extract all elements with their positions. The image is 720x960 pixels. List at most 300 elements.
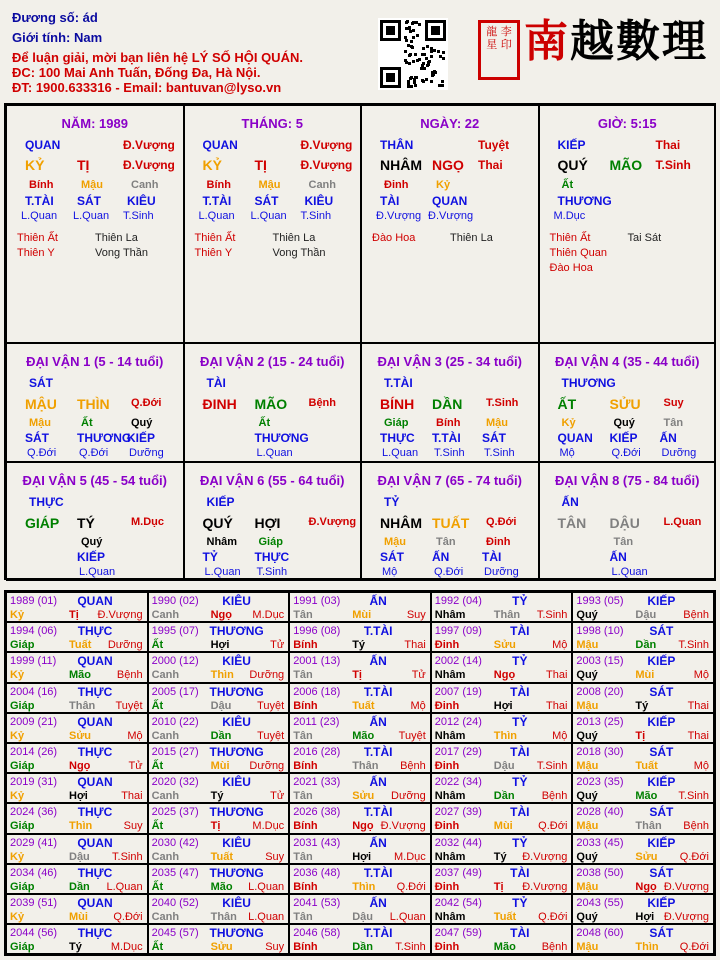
year-god: TÀI [510, 865, 530, 880]
year-cell [572, 773, 714, 803]
year-label: 2036 (48) [293, 866, 341, 879]
year-god: THỰC [77, 805, 113, 820]
year-stage: Q.Đới [538, 820, 568, 833]
year-god: QUAN [77, 775, 113, 790]
year-label: 2023 (35) [576, 776, 624, 789]
year-chi: Ngọ [352, 820, 374, 833]
year-can: Tân [293, 850, 313, 863]
header [0, 0, 720, 100]
pillar-3 [539, 105, 717, 343]
year-can: Quý [576, 669, 598, 682]
dai-van-stage: Suy [663, 397, 684, 409]
dv-hidden-god: KIẾP [77, 550, 106, 564]
year-chi: Sửu [210, 941, 233, 954]
year-label: 2029 (41) [10, 836, 58, 849]
dv-hidden-stage: L.Quan [204, 566, 241, 578]
year-chi: Mão [210, 880, 233, 893]
year-cell [572, 683, 714, 713]
year-god: KIẾP [647, 654, 676, 669]
year-god: ẤN [369, 835, 387, 850]
year-label: 1998 (10) [576, 625, 624, 638]
star-right: Thiên La [272, 232, 316, 244]
year-god: TỶ [512, 714, 528, 729]
pillar-stage: Đ.Vượng [123, 138, 175, 152]
dai-van-7 [361, 462, 539, 581]
year-can: Ất [151, 639, 164, 652]
year-god: T.TÀI [363, 684, 393, 699]
year-cell [6, 743, 148, 773]
year-stage: Tuyệt [115, 699, 143, 712]
dv-hidden-stage: T.Sinh [434, 447, 465, 459]
year-chi: Dậu [493, 760, 515, 772]
year-chi: Tý [69, 941, 82, 954]
year-stage: T.Sinh [395, 941, 426, 954]
year-chi: Tý [210, 790, 224, 803]
hidden-god: KIÊU [127, 194, 156, 208]
year-label: 1994 (06) [10, 625, 58, 638]
dai-van-1 [6, 343, 184, 462]
year-stage: Q.Đới [113, 911, 143, 923]
year-god: T.TÀI [363, 805, 393, 820]
year-label: 2034 (46) [10, 866, 58, 879]
year-stage: M.Dục [252, 820, 285, 833]
dv-hidden-stage: Q.Đới [611, 447, 641, 459]
hidden-stage: T.Sinh [300, 210, 332, 222]
year-god: TÀI [510, 624, 530, 639]
year-chi: Dần [635, 639, 657, 652]
year-stage: Suy [123, 820, 143, 833]
year-can: Mậu [576, 880, 599, 893]
star-right: Vong Thần [95, 247, 149, 259]
year-god: TỶ [512, 835, 528, 850]
year-stage: Đ.Vượng [663, 911, 709, 923]
dai-van-stage: Q.Đới [486, 516, 517, 528]
year-label: 2024 (36) [10, 806, 58, 819]
year-stage: Mộ [693, 760, 709, 772]
year-can: Ất [151, 699, 164, 712]
year-label: 2046 (58) [293, 927, 341, 940]
year-can: Quý [576, 911, 598, 923]
year-stage: Đ.Vượng [97, 609, 143, 621]
year-label: 2025 (37) [151, 806, 199, 819]
year-stage: Tuyệt [257, 729, 285, 742]
year-chi: Sửu [493, 639, 516, 652]
hidden-stem: Bính [206, 179, 231, 191]
year-label: 2021 (33) [293, 776, 341, 789]
year-cell [289, 894, 431, 924]
year-cell [572, 622, 714, 652]
year-stage: Dưỡng [249, 669, 285, 682]
year-label: 2028 (40) [576, 806, 624, 819]
dv-hidden-stem: Mậu [486, 417, 508, 429]
year-stage: Tử [411, 669, 426, 682]
dv-hidden-god: THƯƠNG [254, 431, 309, 445]
year-cell [148, 834, 290, 864]
year-label: 2022 (34) [434, 776, 482, 789]
hidden-stage: L.Quan [198, 210, 235, 222]
year-stage: Thai [404, 639, 426, 652]
hidden-stage: L.Quan [73, 210, 110, 222]
year-cell [148, 683, 290, 713]
dv-hidden-god: THƯƠNG [77, 431, 132, 445]
hidden-god: T.TÀI [202, 194, 232, 208]
dv-hidden-god: SÁT [482, 431, 506, 445]
year-label: 2039 (51) [10, 897, 58, 909]
star-left: Thiên Ất [549, 232, 591, 244]
dv-hidden-stem: Tân [663, 417, 684, 429]
year-can: Đinh [434, 760, 460, 772]
pillar-can: QUÝ [557, 157, 588, 173]
year-can: Kỷ [10, 609, 25, 621]
year-stage: M.Dục [110, 941, 143, 954]
year-cell [289, 683, 431, 713]
hidden-stem: Ất [561, 179, 574, 191]
year-chi: Hợi [493, 699, 513, 712]
year-cell [431, 894, 573, 924]
year-label: 2042 (54) [434, 897, 482, 909]
year-chi: Dậu [635, 609, 657, 621]
year-cell [148, 864, 290, 894]
dv-hidden-stage: T.Sinh [256, 566, 288, 578]
dv-hidden-stage: T.Sinh [484, 447, 515, 459]
dai-van-god: T.TÀI [384, 376, 413, 390]
year-god: THƯƠNG [209, 745, 264, 759]
year-can: Giáp [10, 639, 35, 652]
year-can: Mậu [576, 941, 599, 954]
year-chi: Tý [352, 639, 366, 652]
year-cell [148, 924, 290, 954]
year-cell [572, 743, 714, 773]
year-can: Đinh [434, 880, 460, 893]
year-chi: Mão [69, 669, 91, 682]
year-can: Kỷ [10, 850, 25, 863]
year-stage: L.Quan [248, 911, 285, 923]
year-stage: L.Quan [389, 911, 426, 923]
year-chi: Tị [210, 820, 221, 833]
hidden-stage: M.Dục [553, 210, 586, 222]
dai-van-8 [539, 462, 717, 581]
year-god: THỰC [77, 926, 113, 941]
dv-hidden-stem: Đinh [486, 536, 511, 548]
year-label: 1990 (02) [151, 595, 199, 607]
year-cell [431, 592, 573, 622]
dv-hidden-god: TỶ [202, 550, 218, 564]
year-chi: Sửu [352, 790, 375, 803]
year-label: 2008 (20) [576, 685, 624, 698]
dai-van-god: ẤN [561, 495, 579, 509]
year-cell [6, 592, 148, 622]
year-chi: Tị [635, 729, 646, 742]
year-label: 1989 (01) [10, 595, 58, 607]
year-god: SÁT [649, 745, 674, 759]
dai-van-stage: M.Dục [131, 516, 164, 528]
dai-van-stage: L.Quan [663, 516, 702, 528]
year-label: 2019 (31) [10, 776, 58, 789]
year-label: 2020 (32) [151, 776, 199, 789]
dai-van-6 [184, 462, 362, 581]
year-chi: Hợi [352, 850, 372, 863]
year-label: 2004 (16) [10, 685, 58, 698]
year-stage: Suy [406, 609, 426, 621]
year-chi: Dần [493, 790, 515, 803]
hidden-stem: Kỷ [436, 179, 451, 191]
dv-hidden-stem: Quý [613, 417, 635, 429]
year-cell [572, 713, 714, 743]
year-god: QUAN [77, 654, 113, 669]
dv-hidden-stem: Giáp [384, 417, 409, 429]
pillar-title: THÁNG: 5 [241, 116, 303, 131]
year-cell [289, 864, 431, 894]
dv-hidden-stage: Q.Đới [79, 447, 109, 459]
year-label: 1996 (08) [293, 625, 341, 638]
year-chi: Sửu [69, 729, 92, 742]
year-god: THỰC [77, 865, 113, 880]
dv-hidden-stem: Kỷ [561, 417, 576, 429]
year-cell [6, 683, 148, 713]
year-god: KIẾP [647, 896, 676, 910]
year-god: KIÊU [222, 775, 251, 790]
qr-code-icon[interactable] [378, 18, 448, 90]
year-god: QUAN [77, 594, 113, 608]
year-god: THƯƠNG [209, 865, 264, 880]
year-label: 2031 (43) [293, 836, 341, 849]
year-chi: Thân [493, 609, 521, 621]
year-can: Tân [293, 729, 313, 742]
year-can: Bính [293, 760, 318, 772]
year-cell [148, 743, 290, 773]
dai-van-4 [539, 343, 717, 462]
year-can: Nhâm [434, 609, 466, 621]
pillar-god: QUAN [25, 138, 61, 152]
dai-van-title: ĐẠI VẬN 6 (55 - 64 tuổi) [200, 473, 345, 488]
year-cell [289, 592, 431, 622]
dv-hidden-stage: Mộ [559, 447, 575, 459]
year-stage: Suy [265, 941, 285, 954]
star-left: Đào Hoa [549, 262, 593, 274]
year-label: 2012 (24) [434, 715, 482, 728]
year-stage: Tuyệt [398, 729, 426, 742]
year-stage: Thai [687, 729, 709, 742]
year-god: T.TÀI [363, 926, 393, 941]
year-cell [6, 864, 148, 894]
pillar-can: KỶ [202, 157, 222, 173]
gender-label: Giới tính: [12, 30, 71, 45]
year-stage: Mộ [552, 639, 568, 652]
year-god: KIÊU [222, 835, 251, 850]
pillar-0 [6, 105, 184, 343]
year-chi: Thìn [210, 669, 234, 682]
year-can: Bính [293, 639, 318, 652]
year-cell [431, 773, 573, 803]
year-stage: T.Sinh [678, 790, 709, 803]
dv-hidden-god: ẤN [609, 550, 627, 564]
year-chi: Mùi [352, 609, 372, 621]
year-can: Đinh [434, 820, 460, 833]
seal-icon: 龍 李 星 印 [478, 20, 520, 80]
year-label: 2000 (12) [151, 655, 199, 668]
year-can: Bính [293, 941, 318, 954]
year-can: Ất [151, 941, 164, 954]
year-label: 2032 (44) [434, 836, 482, 849]
pillar-can: KỶ [25, 157, 45, 173]
year-label: 2009 (21) [10, 715, 58, 728]
year-god: TÀI [510, 684, 530, 699]
hidden-stage: Đ.Vượng [376, 210, 422, 222]
year-god: T.TÀI [363, 865, 393, 880]
hidden-god: QUAN [432, 194, 468, 208]
contact-line: Để luận giải, mời bạn liên hệ LÝ SỐ HỘI QUÁN. [12, 50, 303, 65]
dv-hidden-stem: Tân [613, 536, 634, 548]
dv-hidden-stage: Q.Đới [27, 447, 57, 459]
dai-van-chi: THÌN [77, 396, 110, 412]
year-cell [572, 834, 714, 864]
dv-hidden-god: THỰC [254, 550, 290, 564]
dv-hidden-stem: Mậu [29, 417, 51, 429]
year-chi: Dậu [210, 699, 232, 712]
year-cell [431, 864, 573, 894]
year-god: ẤN [369, 594, 387, 608]
year-god: THỰC [77, 684, 113, 699]
year-stage: Tử [270, 639, 285, 652]
year-chi: Tuất [635, 760, 658, 772]
year-stage: Bệnh [541, 941, 568, 954]
year-stage: Đ.Vượng [380, 820, 426, 833]
year-cell [148, 803, 290, 833]
dai-van-stage: Bệnh [308, 397, 336, 409]
pillar-stage: Tuyệt [478, 138, 510, 152]
year-god: ẤN [369, 714, 387, 729]
year-stage: Dưỡng [391, 790, 426, 803]
dai-van-5 [6, 462, 184, 581]
year-chi: Thân [352, 760, 379, 772]
dv-hidden-stem: Quý [131, 417, 153, 429]
year-god: TÀI [510, 745, 530, 759]
dai-van-stage: Đ.Vượng [308, 516, 357, 528]
year-can: Đinh [434, 699, 460, 712]
dv-hidden-stem: Ất [258, 417, 271, 429]
year-chi: Hợi [635, 911, 655, 923]
year-label: 2045 (57) [151, 927, 199, 940]
year-stage: Đ.Vượng [522, 880, 568, 893]
year-label: 2011 (23) [293, 715, 340, 728]
year-stage: Bệnh [683, 820, 709, 833]
year-stage: Bệnh [683, 609, 709, 621]
year-god: SÁT [649, 805, 674, 820]
address-line: ĐC: 100 Mai Anh Tuấn, Đống Đa, Hà Nội. [12, 65, 261, 80]
pillar-chi: TỊ [77, 157, 90, 173]
year-can: Tân [293, 669, 313, 682]
dai-van-chi: DẦN [432, 396, 463, 412]
year-chi: Dần [352, 941, 373, 954]
year-can: Tân [293, 790, 313, 803]
chart-grid [4, 103, 716, 580]
dai-van-can: ẤT [557, 396, 577, 412]
dv-hidden-stage: L.Quan [256, 447, 293, 459]
dai-van-chi: DẬU [609, 515, 640, 531]
year-cell [6, 803, 148, 833]
year-god: SÁT [649, 926, 674, 941]
dai-van-can: QUÝ [202, 515, 233, 531]
dai-van-stage: T.Sinh [486, 397, 519, 409]
year-cell [572, 803, 714, 833]
year-god: T.TÀI [363, 745, 393, 759]
year-can: Canh [151, 790, 180, 803]
year-stage: Q.Đới [679, 850, 709, 863]
year-can: Nhâm [434, 729, 466, 742]
year-can: Đinh [434, 639, 460, 652]
dv-hidden-stage: L.Quan [611, 566, 648, 578]
year-can: Quý [576, 729, 598, 742]
year-label: 2027 (39) [434, 806, 482, 819]
year-can: Bính [293, 880, 318, 893]
year-can: Nhâm [434, 790, 466, 803]
year-cell [148, 592, 290, 622]
hidden-stem: Canh [308, 179, 336, 191]
year-can: Kỷ [10, 669, 25, 682]
year-can: Canh [151, 911, 180, 923]
year-label: 2038 (50) [576, 866, 624, 879]
year-cell [431, 803, 573, 833]
pillar-stage: Thai [655, 138, 681, 152]
year-cell [6, 773, 148, 803]
year-chi: Mùi [635, 669, 655, 682]
pillar-chi-stage: Thai [478, 158, 503, 172]
dai-van-title: ĐẠI VẬN 7 (65 - 74 tuổi) [377, 473, 522, 488]
year-can: Quý [576, 850, 598, 863]
gender-value: Nam [73, 30, 103, 45]
dv-hidden-stem: Bính [436, 417, 461, 429]
year-can: Nhâm [434, 911, 466, 923]
year-can: Kỷ [10, 790, 25, 803]
year-stage: Bệnh [400, 760, 426, 772]
year-god: TÀI [510, 805, 530, 820]
year-chi: Ngọ [635, 880, 657, 893]
year-cell [431, 924, 573, 954]
year-chi: Sửu [635, 850, 658, 863]
dai-van-god: THỰC [29, 495, 64, 509]
year-stage: Đ.Vượng [522, 850, 568, 863]
year-stage: Tử [128, 760, 143, 772]
year-can: Kỷ [10, 729, 25, 742]
dai-van-stage: Q.Đới [131, 397, 162, 409]
dv-hidden-stage: Dưỡng [129, 447, 164, 459]
year-god: QUAN [77, 714, 113, 729]
dv-hidden-god: ẤN [432, 550, 450, 564]
year-can: Nhâm [434, 669, 466, 682]
star-left: Thiên Ất [194, 232, 236, 244]
pillar-chi: TỊ [254, 157, 267, 173]
year-cell [6, 713, 148, 743]
hidden-god: SÁT [77, 194, 101, 208]
dai-van-3 [361, 343, 539, 462]
year-can: Giáp [10, 699, 35, 712]
year-label: 1995 (07) [151, 625, 199, 638]
year-cell [572, 652, 714, 682]
year-stage: L.Quan [106, 880, 143, 893]
dv-hidden-god: THỰC [380, 431, 415, 445]
year-stage: Tuyệt [257, 699, 285, 712]
year-chi: Thìn [635, 941, 659, 954]
year-chi: Hợi [69, 790, 88, 803]
year-cell [289, 713, 431, 743]
year-god: KIÊU [222, 654, 251, 669]
year-cell [572, 894, 714, 924]
hidden-god: KIÊU [304, 194, 334, 208]
dai-van-title: ĐẠI VẬN 1 (5 - 14 tuổi) [26, 354, 164, 369]
year-cell [6, 924, 148, 954]
star-left: Thiên Y [194, 247, 233, 259]
year-stage: Thai [545, 699, 568, 712]
